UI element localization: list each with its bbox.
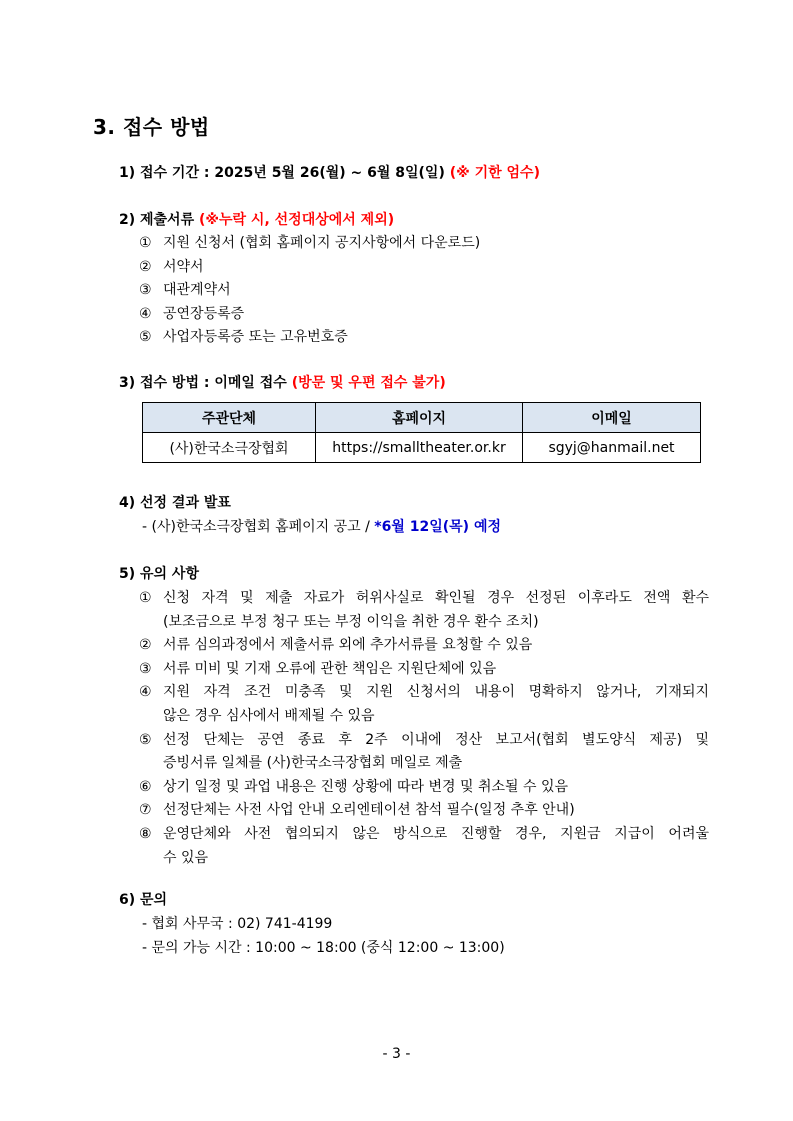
item-text: 서약서: [163, 258, 204, 275]
item-text: 선정단체는 사전 사업 안내 오리엔테이션 참석 필수(일정 추후 안내): [163, 802, 575, 819]
omission-note: (※누락 시, 선정대상에서 제외): [199, 212, 395, 228]
item-text: 선정 단체는 공연 종료 후 2주 이내에 정산 보고서(협회 별도양식 제공) 및: [163, 731, 709, 748]
list-item: [119, 326, 709, 350]
item-number: ②: [139, 258, 152, 275]
section-documents: [119, 209, 709, 350]
column-header-homepage: 홈페이지: [316, 403, 523, 433]
column-header-email: 이메일: [523, 403, 701, 433]
item-number: ①: [139, 590, 152, 606]
item-text: 상기 일정 및 과업 내용은 진행 상황에 따라 변경 및 취소될 수 있음: [163, 778, 569, 795]
item-text: 신청 자격 및 제출 자료가 허위사실로 확인될 경우 선정된 이후라도 전액 환수: [163, 590, 709, 606]
item-text: 지원 신청서 (협회 홈페이지 공지사항에서 다운로드): [163, 235, 481, 251]
documents-list: [119, 232, 709, 350]
section-application-period: [119, 162, 709, 184]
section-heading: 4) 선정 결과 발표: [119, 495, 231, 511]
item-number: ④: [139, 684, 152, 701]
item-text: 서류 심의과정에서 제출서류 외에 추가서류를 요청할 수 있음: [163, 637, 533, 654]
results-line: [119, 516, 709, 540]
results-text: - (사)한국소극장협회 홈페이지 공고 /: [142, 519, 375, 535]
homepage-link[interactable]: https://smalltheater.or.kr: [316, 433, 523, 463]
item-number: ⑦: [139, 802, 152, 819]
list-item: [119, 256, 709, 280]
contact-hours: - 문의 가능 시간 : 10:00 ~ 18:00 (중식 12:00 ~ 13:00): [142, 939, 505, 956]
item-text: 사업자등록증 또는 고유번호증: [163, 329, 348, 346]
section-submission-method: [119, 372, 709, 394]
section-heading: [119, 372, 709, 394]
item-number: ③: [139, 660, 152, 677]
list-item: [119, 823, 709, 870]
table-header-row: [143, 403, 701, 433]
section-heading: 6) 문의: [119, 892, 168, 908]
section-heading: [119, 162, 709, 184]
method-label: 3) 접수 방법 : 이메일 접수: [119, 375, 287, 391]
item-number: ⑤: [139, 329, 152, 346]
deadline-note: (※ 기한 엄수): [449, 165, 540, 181]
item-text-cont: 수 있음: [163, 849, 209, 866]
list-item: [119, 681, 709, 728]
page-title: 3. 접수 방법: [93, 115, 210, 139]
section-notes: [119, 563, 709, 870]
list-item: [119, 634, 709, 658]
item-text-cont: (보조금으로 부정 청구 또는 부정 이익을 취한 경우 환수 조치): [163, 613, 539, 630]
item-text-cont: 증빙서류 일체를 (사)한국소극장협회 메일로 제출: [163, 755, 463, 772]
period-label: 1) 접수 기간 : 2025년 5월 26(월) ~ 6월 8일(일): [119, 165, 445, 181]
page-number: - 3 -: [382, 1046, 411, 1062]
results-date: *6월 12일(목) 예정: [374, 519, 501, 535]
item-number: ⑤: [139, 731, 152, 748]
contact-phone: - 협회 사무국 : 02) 741-4199: [142, 916, 333, 932]
list-item: [119, 799, 709, 823]
email-link[interactable]: sgyj@hanmail.net: [523, 433, 701, 463]
item-text: 공연장등록증: [163, 305, 245, 322]
section-results: [119, 492, 709, 540]
documents-label: 2) 제출서류: [119, 212, 195, 228]
item-number: ①: [139, 235, 152, 251]
list-item: [119, 587, 709, 634]
list-item: [119, 729, 709, 776]
notes-list: [119, 587, 709, 870]
item-text: 지원 자격 조건 미충족 및 지원 신청서의 내용이 명확하지 않거나, 기재되지: [163, 684, 709, 701]
item-number: ④: [139, 305, 152, 322]
section-heading: 5) 유의 사항: [119, 566, 199, 582]
list-item: [119, 232, 709, 256]
item-text-cont: 않은 경우 심사에서 배제될 수 있음: [163, 707, 375, 724]
item-number: ②: [139, 637, 152, 654]
item-text: 대관계약서: [163, 282, 231, 299]
section-heading: [119, 209, 709, 231]
item-text: 운영단체와 사전 협의되지 않은 방식으로 진행할 경우, 지원금 지급이 어려울: [163, 825, 709, 842]
method-note: (방문 및 우편 접수 불가): [291, 375, 446, 391]
item-number: ③: [139, 282, 152, 299]
section-contact: [119, 889, 709, 960]
list-item: [119, 658, 709, 682]
list-item: [119, 279, 709, 303]
item-text: 서류 미비 및 기재 오류에 관한 책임은 지원단체에 있음: [163, 660, 497, 677]
column-header-organizer: 주관단체: [143, 403, 316, 433]
table-row: [143, 433, 701, 463]
list-item: [119, 303, 709, 327]
item-number: ⑧: [139, 825, 152, 842]
organizer-table: [142, 402, 701, 463]
list-item: [119, 776, 709, 800]
organizer-cell: (사)한국소극장협회: [143, 433, 316, 463]
item-number: ⑥: [139, 778, 152, 795]
